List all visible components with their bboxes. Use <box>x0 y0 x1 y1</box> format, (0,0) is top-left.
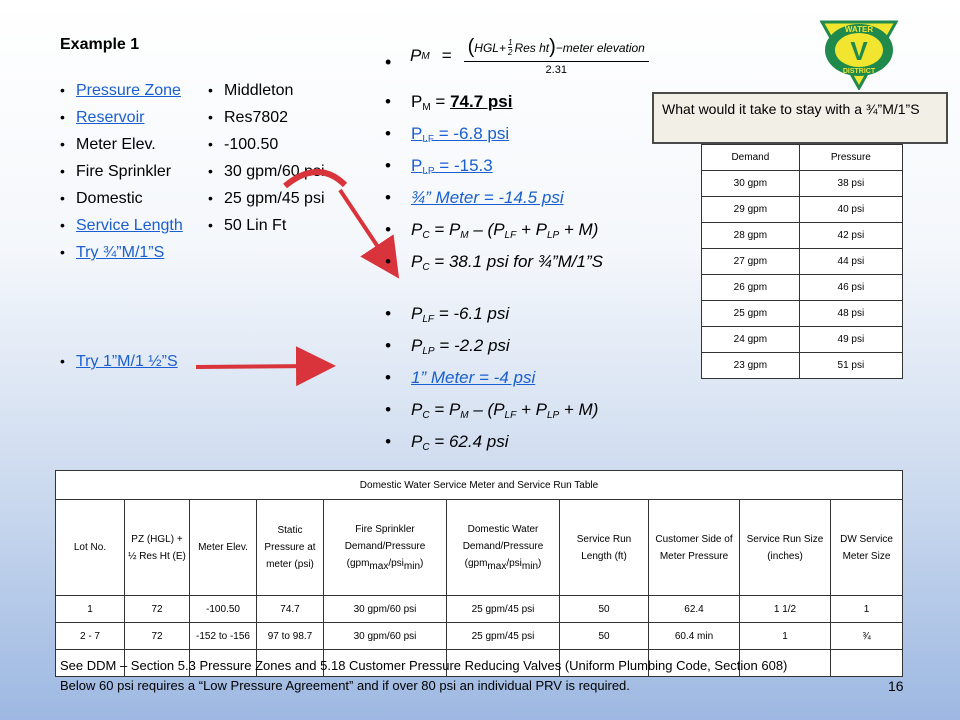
header-lot: Lot No. <box>56 500 125 596</box>
table-row: 23 gpm 51 psi <box>702 353 903 379</box>
value-reservoir: • Res7802 <box>208 104 325 131</box>
page-number: 16 <box>888 678 904 694</box>
footer-line-1: See DDM – Section 5.3 Pressure Zones and 5.18 Customer Pressure Reducing Valves (Uniform Plumbing Code, Section 608) <box>60 658 788 673</box>
header-run-length: Service Run Length (ft) <box>560 500 649 596</box>
eq-pc-result-1: • $P_C = 38.1$ psi for ¾”M/1”S <box>385 246 603 278</box>
label-fire-sprinkler: • Fire Sprinkler <box>60 158 183 185</box>
eq-pc-formula-2: • $P_C = P_M - (P_{LF} + P_{LP} + M)$ <box>385 394 598 426</box>
svg-text:V: V <box>850 36 868 66</box>
label-meter-elev: • Meter Elev. <box>60 131 183 158</box>
header-demand: Demand <box>702 145 800 171</box>
table-row: 2 - 7 72 -152 to -156 97 to 98.7 30 gpm/60 psi 25 gpm/45 psi 50 60.4 min 1 ¾ <box>56 623 903 650</box>
eq-pc-result-2: • $P_C = 62.4$ psi <box>385 426 598 458</box>
header-customer-pressure: Customer Side of Meter Pressure <box>649 500 740 596</box>
label-reservoir[interactable]: • Reservoir <box>60 104 183 131</box>
header-domestic-water: Domestic Water Demand/Pressure (gpm$_{max}$/psi$_{min}$) <box>447 500 560 596</box>
eq-meter-34[interactable]: • ¾” Meter = -14.5 psi <box>385 182 603 214</box>
header-pz: PZ (HGL) + ½ Res Ht (E) <box>125 500 190 596</box>
label-pressure-zone[interactable]: • Pressure Zone <box>60 77 183 104</box>
header-meter-size: DW Service Meter Size <box>831 500 903 596</box>
service-table-title: Domestic Water Service Meter and Service Run Table <box>56 471 903 500</box>
arrow-try-1-meter <box>196 366 316 367</box>
callout-box: What would it take to stay with a ¾”M/1”S <box>652 92 948 144</box>
eq-pc-formula-1: • $P_C = P_M - (P_{LF} + P_{LP} + M)$ <box>385 214 603 246</box>
value-fire-sprinkler: • 30 gpm/60 psi <box>208 158 325 185</box>
table-header-row <box>702 145 903 171</box>
table-row: 29 gpm 40 psi <box>702 197 903 223</box>
service-table-header-row <box>56 500 903 596</box>
pm-formula: P M = ( HGL+ $\frac{1}{2}$ Res ht ) −meter elevation 2.31 <box>410 36 649 76</box>
eq-meter-1[interactable]: • 1” Meter = -4 psi <box>385 362 598 394</box>
label-service-length[interactable]: • Service Length <box>60 212 183 239</box>
equation-list-2 <box>385 298 598 458</box>
header-meter-elev: Meter Elev. <box>190 500 257 596</box>
header-run-size: Service Run Size (inches) <box>740 500 831 596</box>
water-district-logo <box>818 12 900 90</box>
header-static-pressure: Static Pressure at meter (psi) <box>257 500 324 596</box>
header-pressure: Pressure <box>799 145 902 171</box>
arrow-fire-sprinkler <box>285 172 345 186</box>
value-service-length: • 50 Lin Ft <box>208 212 325 239</box>
label-try-1-meter[interactable]: • Try 1”M/1 ½”S <box>60 348 178 375</box>
table-row: 24 gpm 49 psi <box>702 327 903 353</box>
value-pressure-zone: • Middleton <box>208 77 325 104</box>
demand-pressure-table <box>701 144 903 379</box>
eq-plp-2: • $P_{LP} = -2.2$ psi <box>385 330 598 362</box>
eq-plf[interactable]: • $P_{LF} = -6.8$ psi <box>385 118 603 150</box>
value-meter-elev: • -100.50 <box>208 131 325 158</box>
eq-plf-2: • $P_{LF} = -6.1$ psi <box>385 298 598 330</box>
equation-list <box>385 86 603 278</box>
label-domestic: • Domestic <box>60 185 183 212</box>
slide-title: Example 1 <box>60 36 140 53</box>
svg-text:DISTRICT: DISTRICT <box>842 68 876 75</box>
table-row: 27 gpm 44 psi <box>702 249 903 275</box>
label-try-34-meter[interactable]: • Try ¾”M/1”S <box>60 239 183 266</box>
arrow-fire-sprinkler-line <box>340 190 388 262</box>
eq-pm: • $P_M = 74.7$ psi <box>385 86 603 118</box>
table-row: 25 gpm 48 psi <box>702 301 903 327</box>
table-row: 1 72 -100.50 74.7 30 gpm/60 psi 25 gpm/45 psi 50 62.4 1 1/2 1 <box>56 596 903 623</box>
svg-text:WATER: WATER <box>844 25 874 34</box>
eq-plp[interactable]: • $P_{LP} = -15.3$ <box>385 150 603 182</box>
value-domestic: • 25 gpm/45 psi <box>208 185 325 212</box>
header-fire-sprinkler: Fire Sprinkler Demand/Pressure (gpm$_{max}$/psi$_{min}$) <box>324 500 447 596</box>
table-row: 26 gpm 46 psi <box>702 275 903 301</box>
footer-line-2: Below 60 psi requires a “Low Pressure Agreement” and if over 80 psi an individual PRV is required. <box>60 678 630 693</box>
table-row: 28 gpm 42 psi <box>702 223 903 249</box>
table-row: 30 gpm 38 psi <box>702 171 903 197</box>
service-meter-table <box>55 470 903 677</box>
